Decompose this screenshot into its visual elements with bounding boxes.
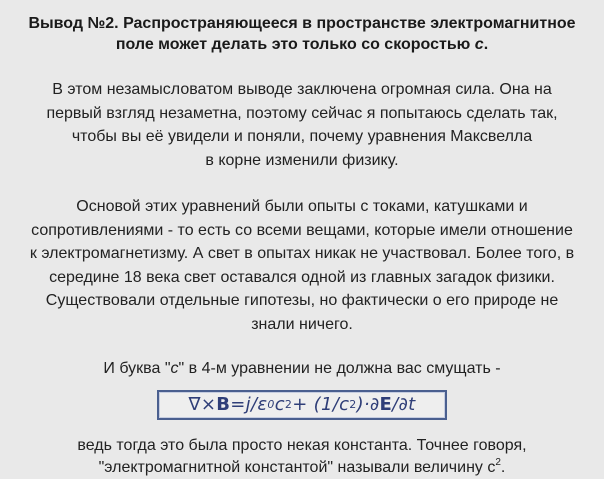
paragraph-3-after: " в 4-м уравнении не должна вас смущать - (178, 360, 501, 377)
formula-epsilon-sub: 0 (267, 398, 275, 411)
heading-prefix: Вывод №2. (28, 15, 119, 32)
paragraph-4-superscript: 2 (495, 456, 501, 468)
paragraph-2-line: Основой этих уравнений были опыты с токами, катушками и (76, 198, 528, 215)
conclusion-heading (6, 13, 598, 55)
paragraph-2-line: Существовали отдельные гипотезы, но фактически о его природе не (45, 292, 559, 309)
formula-plus: + (1/ (292, 394, 340, 415)
paragraph-2 (6, 195, 598, 336)
formula-container (6, 390, 598, 420)
paragraph-4-line-2-text: "электромагнитной константой" называли величину с (98, 458, 496, 476)
formula-close: )·∂ (356, 394, 380, 415)
formula-nabla: ∇× (188, 394, 217, 415)
paragraph-4-line-1: ведь тогда это была просто некая константа. Точнее говоря, (77, 436, 527, 454)
heading-speed-symbol: c (474, 36, 484, 53)
paragraph-3-before: И буква " (103, 360, 171, 377)
paragraph-2-line: к электромагнетизму. А свет в опытах никак не участвовал. Более того, в (29, 245, 575, 262)
formula-epsilon: ε (257, 394, 268, 415)
formula-slash: / (250, 394, 258, 415)
maxwell-equation-box (157, 390, 447, 420)
paragraph-2-line: знали ничего. (251, 315, 353, 333)
formula-E: E (379, 394, 393, 415)
formula-j: j (245, 394, 251, 415)
formula-square-2: 2 (349, 398, 357, 411)
heading-line-2-end: . (483, 36, 489, 53)
heading-line-1-text: Распространяющееся в пространстве электромагнитное (118, 15, 576, 32)
heading-line-1 (6, 13, 598, 34)
paragraph-3-symbol: c (170, 360, 179, 377)
paragraph-1-line: первый взгляд незаметна, поэтому сейчас я попытаюсь сделать так, (46, 104, 558, 122)
paragraph-1-line: в корне изменили физику. (205, 151, 399, 169)
paragraph-2-line: сопротивлениями - то есть со всеми вещами, которые имели отношение (31, 221, 573, 239)
paragraph-1-line: чтобы вы её увидели и поняли, почему уравнения Максвелла (71, 128, 533, 145)
paragraph-2-line: середине 18 века свет оставался одной из главных загадок физики. (49, 268, 555, 286)
paragraph-1-line: В этом незамысловатом выводе заключена огромная сила. Она на (52, 81, 552, 98)
formula-B: B (216, 394, 231, 415)
formula-c2: c (339, 394, 350, 415)
paragraph-4-line-2-end: . (500, 458, 506, 476)
formula-dt: /∂t (392, 394, 416, 415)
heading-line-2 (6, 34, 598, 55)
paragraph-4 (6, 435, 598, 479)
formula-eq: = (230, 394, 246, 415)
paragraph-3 (6, 357, 598, 381)
formula-square-1: 2 (284, 398, 293, 411)
heading-line-2-text: поле может делать это только со скоростью (115, 36, 475, 53)
formula-c1: c (274, 394, 285, 415)
paragraph-4-line-2 (6, 457, 598, 479)
paragraph-1 (6, 78, 598, 172)
